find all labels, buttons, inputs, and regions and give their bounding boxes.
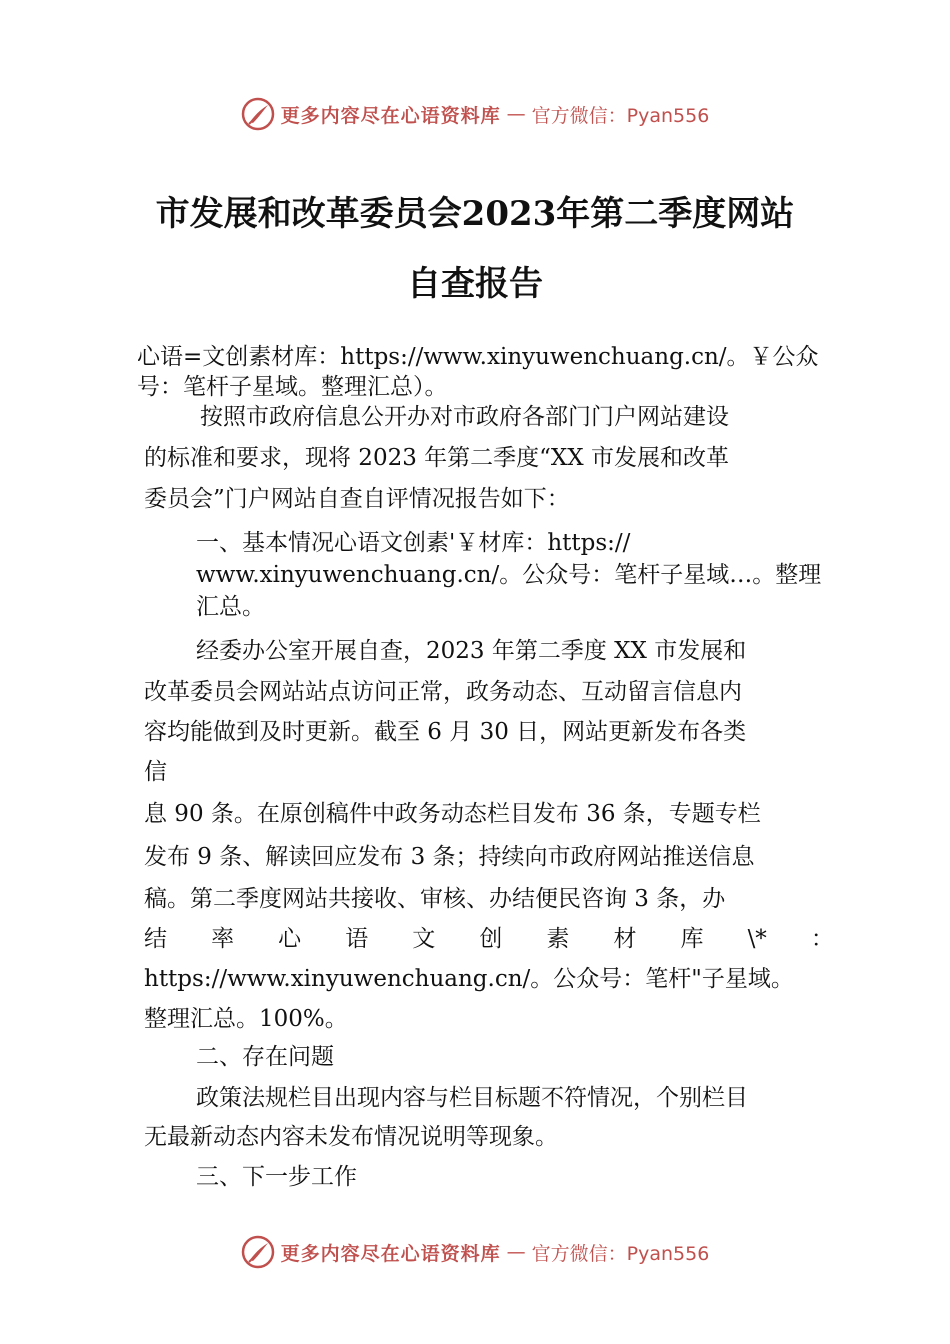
- section1-p-line8: [144, 924, 834, 954]
- banner-dash: —: [506, 1241, 526, 1263]
- spread-char: 素: [546, 926, 570, 952]
- spread-char: 文: [412, 926, 436, 952]
- spread-char: ：: [810, 926, 834, 952]
- section2-heading: 二、存在问题: [196, 1044, 334, 1070]
- section1-heading-line1: 一、基本情况心语文创素'￥材库：https://: [196, 530, 631, 556]
- section1-p-line9: https://www.xinyuwenchuang.cn/。公众号：笔杆"子星域。: [144, 966, 794, 992]
- banner-slogan: 更多内容尽在心语资料库: [280, 104, 501, 127]
- banner-slogan: 更多内容尽在心语资料库: [280, 1242, 501, 1265]
- spread-char: 库: [680, 926, 704, 952]
- section2-p-line1: 政策法规栏目出现内容与栏目标题不符情况，个别栏目: [196, 1085, 748, 1111]
- spread-char: 率: [211, 926, 235, 952]
- document-title-line2: 自查报告: [407, 264, 543, 304]
- section1-p-line10: 整理汇总。100%。: [144, 1006, 348, 1032]
- intro-line3: 委员会”门户网站自查自评情况报告如下：: [144, 486, 570, 512]
- spread-char: 心: [278, 926, 302, 952]
- section1-p-line7: 稿。第二季度网站共接收、审核、办结便民咨询 3 条，办: [144, 886, 726, 912]
- source-note-line2: 号：笔杆子星域。整理汇总）。: [137, 374, 448, 400]
- footer-banner: [0, 1232, 950, 1272]
- banner-wechat: 官方微信：Pyan556: [531, 104, 710, 127]
- spread-char: \*: [747, 926, 767, 952]
- section1-p-line2: 改革委员会网站站点访问正常，政务动态、互动留言信息内: [144, 679, 742, 705]
- source-note-line1: 心语=文创素材库：https://www.xinyuwenchuang.cn/。￥公众: [137, 344, 819, 370]
- header-banner: [0, 94, 950, 134]
- section1-p-line4: 信: [144, 759, 167, 785]
- section2-p-line2: 无最新动态内容未发布情况说明等现象。: [144, 1124, 558, 1150]
- section1-heading-line3: 汇总。: [196, 594, 265, 620]
- intro-line1: 按照市政府信息公开办对市政府各部门门户网站建设: [200, 404, 729, 430]
- section1-p-line3: 容均能做到及时更新。截至 6 月 30 日，网站更新发布各类: [144, 719, 747, 745]
- section1-heading-line2: www.xinyuwenchuang.cn/。公众号：笔杆子星域…。整理: [196, 562, 822, 588]
- section1-p-line1: 经委办公室开展自查，2023 年第二季度 XX 市发展和: [196, 638, 747, 664]
- spread-char: 结: [144, 926, 167, 952]
- section1-p-line5: 息 90 条。在原创稿件中政务动态栏目发布 36 条，专题专栏: [144, 801, 761, 827]
- document-title-line1: 市发展和改革委员会2023年第二季度网站: [155, 194, 795, 234]
- spread-char: 语: [345, 926, 369, 952]
- intro-line2: 的标准和要求，现将 2023 年第二季度“XX 市发展和改革: [144, 445, 729, 471]
- banner-dash: —: [506, 103, 526, 125]
- section3-heading: 三、下一步工作: [196, 1164, 357, 1190]
- quill-logo-icon: [241, 1235, 275, 1269]
- quill-logo-icon: [241, 97, 275, 131]
- section1-p-line6: 发布 9 条、解读回应发布 3 条；持续向市政府网站推送信息: [144, 844, 755, 870]
- spread-char: 材: [613, 926, 637, 952]
- spread-char: 创: [479, 926, 503, 952]
- banner-wechat: 官方微信：Pyan556: [531, 1242, 710, 1265]
